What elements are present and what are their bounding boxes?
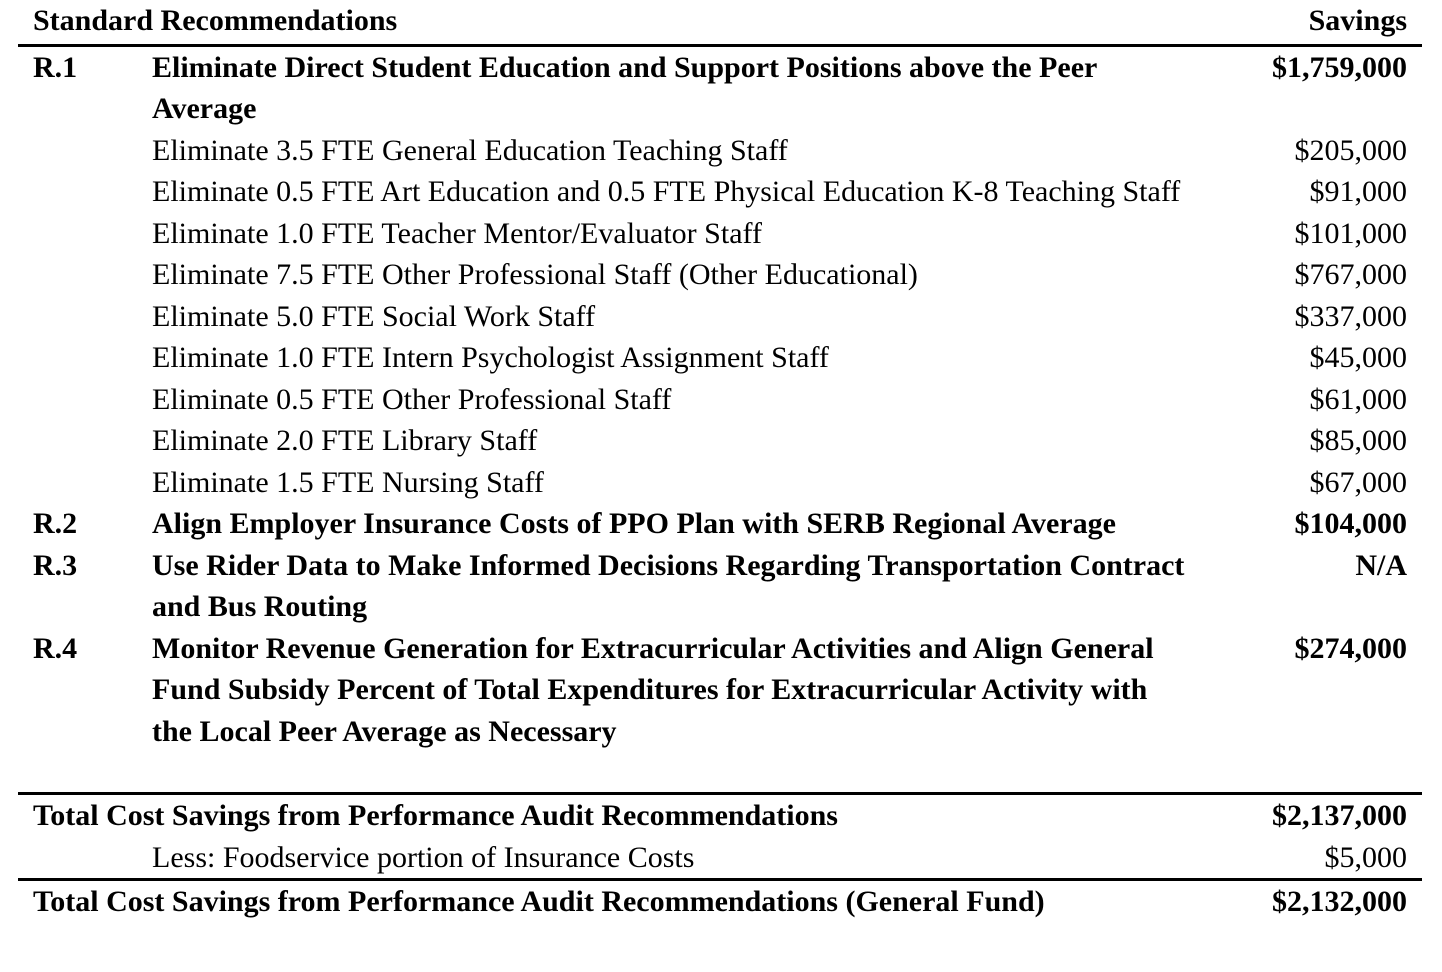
recommendation-ref-empty xyxy=(18,296,136,338)
totals-spacer xyxy=(18,752,1422,792)
recommendation-ref: R.1 xyxy=(33,50,78,84)
table-header-row xyxy=(18,0,1422,44)
savings-amount: $767,000 xyxy=(1294,258,1408,291)
totals-section xyxy=(18,752,1422,923)
savings-amount: $45,000 xyxy=(1309,341,1408,374)
savings-amount: $91,000 xyxy=(1309,175,1408,208)
deduction-label: Less: Foodservice portion of Insurance Costs xyxy=(152,840,695,874)
savings-amount: $1,759,000 xyxy=(1272,50,1408,84)
recommendation-subitem: Eliminate 0.5 FTE Other Professional Staff xyxy=(152,382,672,416)
column-header-savings: Savings xyxy=(1308,4,1408,37)
table-row xyxy=(18,296,1422,338)
table-body xyxy=(18,47,1422,753)
savings-amount: $337,000 xyxy=(1294,299,1408,333)
recommendation-title: Eliminate Direct Student Education and Support Positions above the Peer Average xyxy=(152,50,1097,125)
grand-total-label: Total Cost Savings from Performance Audit Recommendations (General Fund) xyxy=(33,885,1045,918)
total-row xyxy=(18,795,1422,837)
table-row xyxy=(18,47,1422,130)
recommendation-title: Align Employer Insurance Costs of PPO Plan with SERB Regional Average xyxy=(152,507,1116,540)
savings-amount: $67,000 xyxy=(1309,465,1408,499)
savings-amount: $205,000 xyxy=(1294,133,1408,167)
table-row xyxy=(18,462,1422,504)
recommendation-subitem: Eliminate 2.0 FTE Library Staff xyxy=(152,424,538,457)
savings-amount: $61,000 xyxy=(1309,382,1408,416)
savings-amount: $85,000 xyxy=(1309,424,1408,457)
savings-amount: $104,000 xyxy=(1294,507,1408,540)
recommendation-ref-empty xyxy=(18,462,136,504)
table-row xyxy=(18,171,1422,213)
table-row xyxy=(18,337,1422,379)
recommendations-table xyxy=(18,0,1422,923)
recommendation-subitem: Eliminate 5.0 FTE Social Work Staff xyxy=(152,299,596,333)
recommendation-subitem: Eliminate 0.5 FTE Art Education and 0.5 FTE Physical Education K-8 Teaching Staff xyxy=(152,175,1181,208)
recommendation-ref-empty xyxy=(18,420,136,462)
recommendation-subitem: Eliminate 1.0 FTE Intern Psychologist Assignment Staff xyxy=(152,341,829,374)
table-header xyxy=(18,0,1422,47)
table-row xyxy=(18,503,1422,545)
column-header-standard-recommendations: Standard Recommendations xyxy=(33,4,398,37)
total-amount: $2,137,000 xyxy=(1272,799,1408,832)
table-row xyxy=(18,213,1422,255)
table-row xyxy=(18,130,1422,172)
table-row xyxy=(18,254,1422,296)
table-row xyxy=(18,379,1422,421)
savings-amount: N/A xyxy=(1355,548,1408,582)
table-row xyxy=(18,628,1422,753)
recommendation-title: Monitor Revenue Generation for Extracurricular Activities and Align General Fund Subsidy Percent of Total Expenditures for Extracurricular Activity with the Local Peer Average as Necessary xyxy=(152,631,1154,748)
grand-total-amount: $2,132,000 xyxy=(1272,885,1408,918)
recommendation-ref-empty xyxy=(18,130,136,172)
recommendation-subitem: Eliminate 1.0 FTE Teacher Mentor/Evaluator Staff xyxy=(152,216,762,250)
recommendation-ref: R.3 xyxy=(33,548,78,582)
savings-amount: $274,000 xyxy=(1294,631,1408,665)
table-row xyxy=(18,545,1422,628)
table-row xyxy=(18,420,1422,462)
deduction-amount: $5,000 xyxy=(1324,840,1408,874)
recommendation-ref-empty xyxy=(18,337,136,379)
recommendation-subitem: Eliminate 7.5 FTE Other Professional Staff (Other Educational) xyxy=(152,258,918,291)
recommendation-ref-empty xyxy=(18,254,136,296)
deduction-row xyxy=(18,837,1422,879)
recommendation-subitem: Eliminate 3.5 FTE General Education Teaching Staff xyxy=(152,133,788,167)
recommendation-ref-empty xyxy=(18,379,136,421)
total-label: Total Cost Savings from Performance Audit Recommendations xyxy=(33,799,838,832)
recommendation-ref-empty xyxy=(18,213,136,255)
recommendation-subitem: Eliminate 1.5 FTE Nursing Staff xyxy=(152,465,544,499)
recommendation-title: Use Rider Data to Make Informed Decisions Regarding Transportation Contract and Bus Routing xyxy=(152,548,1185,623)
savings-amount: $101,000 xyxy=(1294,216,1408,250)
recommendation-ref-empty xyxy=(18,171,136,213)
recommendation-ref: R.4 xyxy=(33,631,78,665)
totals-spacer-row xyxy=(18,752,1422,792)
recommendation-ref: R.2 xyxy=(33,507,78,540)
grand-total-row xyxy=(18,881,1422,923)
